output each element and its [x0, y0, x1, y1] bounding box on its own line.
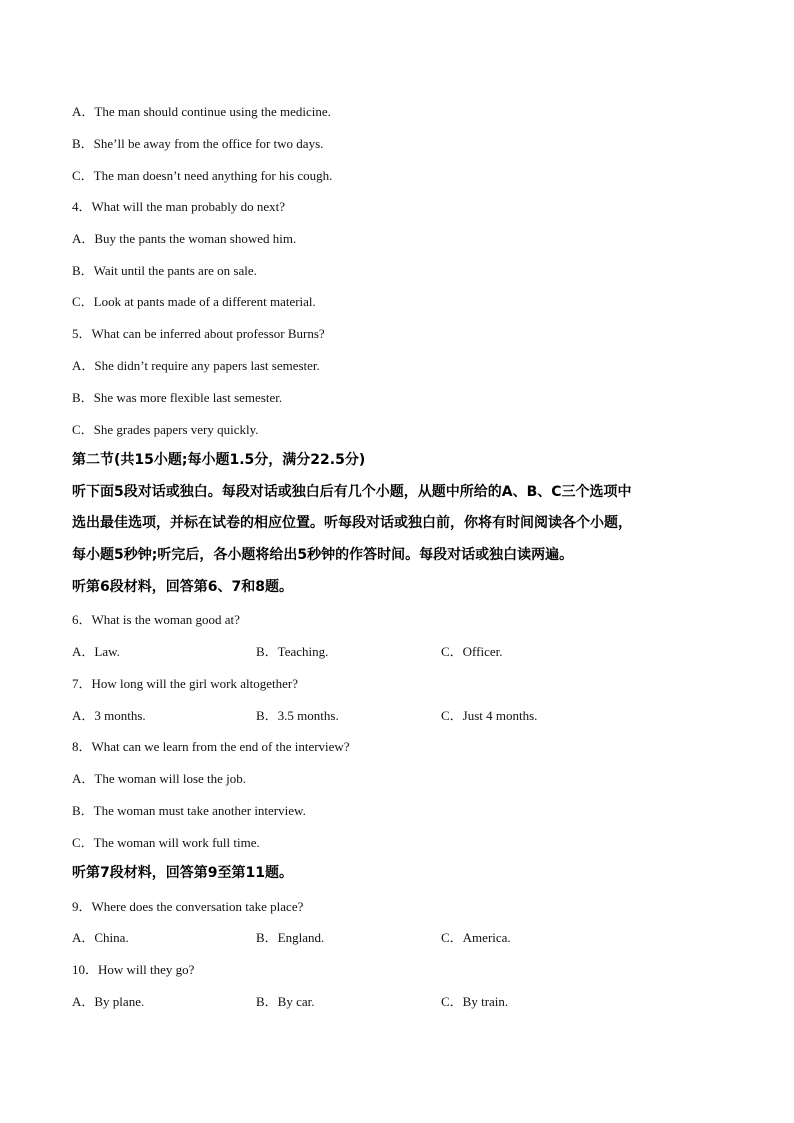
q9-option-b: B．England.	[256, 930, 325, 945]
q10-option-b: B．By car.	[256, 994, 315, 1009]
section2-instructions-2: 选出最佳选项，并标在试卷的相应位置。听每段对话或独白前，你将有时间阅读各个小题，	[72, 515, 632, 531]
q6-option-c: C．Officer.	[441, 644, 503, 659]
q5-option-a: A．She didn’t require any papers last semester.	[72, 358, 320, 373]
q4-option-b: B．Wait until the pants are on sale.	[72, 263, 257, 278]
q7-option-a: A．3 months.	[72, 708, 146, 723]
q4-option-a: A．Buy the pants the woman showed him.	[72, 231, 297, 246]
q3-option-a: A．The man should continue using the medicine.	[72, 104, 331, 119]
q6-option-b: B．Teaching.	[256, 644, 329, 659]
q4-option-c: C．Look at pants made of a different material.	[72, 294, 316, 309]
q3-option-c: C．The man doesn’t need anything for his cough.	[72, 168, 333, 183]
q9-question: 9．Where does the conversation take place?	[72, 899, 304, 914]
q8-option-b: B．The woman must take another interview.	[72, 803, 306, 818]
q6-option-a: A．Law.	[72, 644, 120, 659]
q8-question: 8．What can we learn from the end of the interview?	[72, 739, 350, 754]
q5-question: 5．What can be inferred about professor Burns?	[72, 326, 325, 341]
q10-question: 10．How will they go?	[72, 962, 195, 977]
section2-title: 第二节(共15小题;每小题1.5分，满分22.5分)	[72, 452, 366, 468]
q4-question: 4．What will the man probably do next?	[72, 199, 286, 214]
q10-option-c: C．By train.	[441, 994, 509, 1009]
q8-option-a: A．The woman will lose the job.	[72, 771, 247, 786]
q3-option-b: B．She’ll be away from the office for two days.	[72, 136, 324, 151]
q5-option-c: C．She grades papers very quickly.	[72, 422, 259, 437]
passage6-heading: 听第6段材料，回答第6、7和8题。	[72, 579, 293, 595]
section2-instructions-1: 听下面5段对话或独白。每段对话或独白后有几个小题，从题中所给的A、B、C三个选项中	[72, 484, 632, 500]
q7-option-c: C．Just 4 months.	[441, 708, 538, 723]
q10-option-a: A．By plane.	[72, 994, 145, 1009]
q7-question: 7．How long will the girl work altogether?	[72, 676, 299, 691]
section2-instructions-3: 每小题5秒钟;听完后，各小题将给出5秒钟的作答时间。每段对话或独白读两遍。	[72, 547, 574, 563]
q6-question: 6．What is the woman good at?	[72, 612, 240, 627]
q5-option-b: B．She was more flexible last semester.	[72, 390, 283, 405]
q9-option-c: C．America.	[441, 930, 511, 945]
q8-option-c: C．The woman will work full time.	[72, 835, 260, 850]
q9-option-a: A．China.	[72, 930, 129, 945]
passage7-heading: 听第7段材料，回答第9至第11题。	[72, 865, 293, 881]
q7-option-b: B．3.5 months.	[256, 708, 339, 723]
